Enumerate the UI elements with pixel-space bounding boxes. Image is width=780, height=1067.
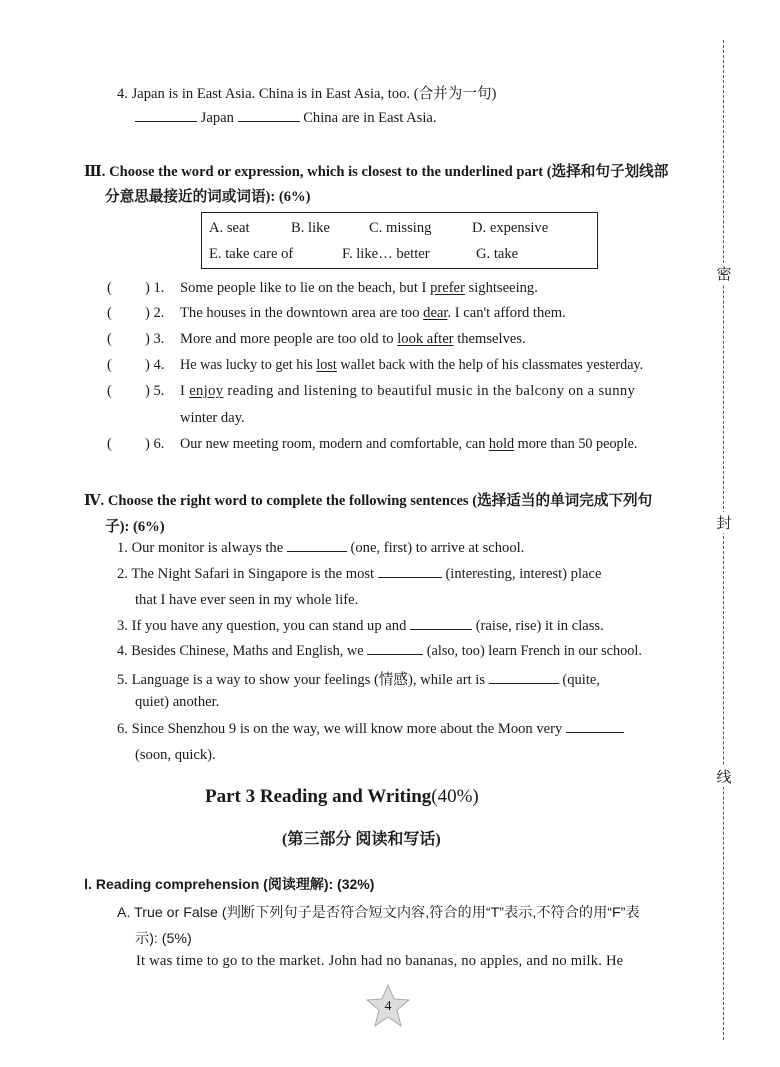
q3-1-number: ) 1. (145, 280, 165, 296)
binding-line (723, 40, 724, 1040)
part-3-title: Part 3 Reading and Writing(40%) (205, 786, 479, 807)
q3-5-text: I enjoy reading and listening to beautiful music in the balcony on a sunny (180, 383, 636, 399)
answer-blank[interactable] (367, 642, 423, 655)
q4-6: 6. Since Shenzhou 9 is on the way, we will know more about the Moon very (117, 720, 624, 738)
answer-paren[interactable]: ( (107, 357, 112, 373)
answer-blank[interactable] (410, 617, 472, 630)
margin-char-xian: 线 (713, 766, 735, 787)
q3-3-number: ) 3. (145, 331, 165, 347)
q3-4-text: He was lucky to get his lost wallet back with the help of his classmates yesterday. (180, 357, 644, 373)
q3-5-number: ) 5. (145, 383, 165, 399)
rewrite-question-4: 4. Japan is in East Asia. China is in East Asia, too. (合并为一句) (117, 86, 497, 102)
answer-paren[interactable]: ( (107, 331, 112, 347)
page-number: 4 (384, 999, 392, 1014)
q4-1: 1. Our monitor is always the (one, first) to arrive at school. (117, 540, 525, 556)
answer-blank[interactable] (566, 720, 624, 733)
q4-2-cont: that I have ever seen in my whole life. (135, 592, 359, 608)
answer-blank[interactable] (378, 565, 442, 578)
answer-paren[interactable]: ( (107, 383, 112, 399)
answer-blank[interactable] (135, 109, 197, 122)
q3-1-text: Some people like to lie on the beach, but I prefer sightseeing. (180, 280, 538, 296)
section-4-instruction-cont: 子): (6%) (105, 519, 165, 535)
option-a: A. seat (209, 220, 250, 236)
q4-5: 5. Language is a way to show your feelings (情感), while art is (quite, (117, 672, 601, 688)
reading-heading: Ⅰ. Reading comprehension (阅读理解): (32%) (84, 876, 375, 892)
q3-5-text-cont: winter day. (180, 410, 245, 426)
answer-blank[interactable] (489, 671, 559, 684)
answer-blank[interactable] (238, 109, 300, 122)
rewrite-answer-line: Japan China are in East Asia. (135, 109, 437, 127)
reading-passage: It was time to go to the market. John had no bananas, no apples, and no milk. He (136, 953, 624, 969)
answer-paren[interactable]: ( (107, 436, 112, 452)
q4-3: 3. If you have any question, you can stand up and (raise, rise) it in class. (117, 618, 604, 634)
q3-2-text: The houses in the downtown area are too dear. I can't afford them. (180, 305, 566, 321)
section-3-instruction-cont: 分意思最接近的词或词语): (6%) (105, 189, 311, 205)
section-4-instruction: Ⅳ. Choose the right word to complete the following sentences (选择适当的单词完成下列句 (84, 493, 653, 509)
option-c: C. missing (369, 220, 432, 236)
q4-4: 4. Besides Chinese, Maths and English, we (also, too) learn French in our school. (117, 643, 642, 659)
answer-paren[interactable]: ( (107, 305, 112, 321)
q3-4-number: ) 4. (145, 357, 165, 373)
option-g: G. take (476, 246, 519, 262)
answer-blank[interactable] (287, 539, 347, 552)
q3-3-text: More and more people are too old to look after themselves. (180, 331, 526, 347)
margin-char-mi: 密 (713, 263, 735, 284)
option-b: B. like (291, 220, 330, 236)
option-f: F. like… better (342, 246, 430, 262)
q4-6-cont: (soon, quick). (135, 747, 216, 763)
part-3-subtitle: (第三部分 阅读和写话) (282, 831, 441, 848)
option-d: D. expensive (472, 220, 549, 236)
q3-2-number: ) 2. (145, 305, 165, 321)
reading-part-a-instruction: A. True or False (判断下列句子是否符合短文内容,符合的用“T”表示,不符合的用“F”表 (117, 905, 640, 921)
q4-5-cont: quiet) another. (135, 694, 220, 710)
reading-part-a-instruction-cont: 示): (5%) (135, 931, 192, 947)
section-3-instruction: Ⅲ. Choose the word or expression, which is closest to the underlined part (选择和句子划线部 (84, 164, 669, 180)
q4-2: 2. The Night Safari in Singapore is the most (interesting, interest) place (117, 566, 602, 582)
q3-6-text: Our new meeting room, modern and comfortable, can hold more than 50 people. (180, 436, 638, 452)
option-e: E. take care of (209, 246, 294, 262)
q3-6-number: ) 6. (145, 436, 165, 452)
margin-char-feng: 封 (713, 512, 735, 533)
answer-paren[interactable]: ( (107, 280, 112, 296)
